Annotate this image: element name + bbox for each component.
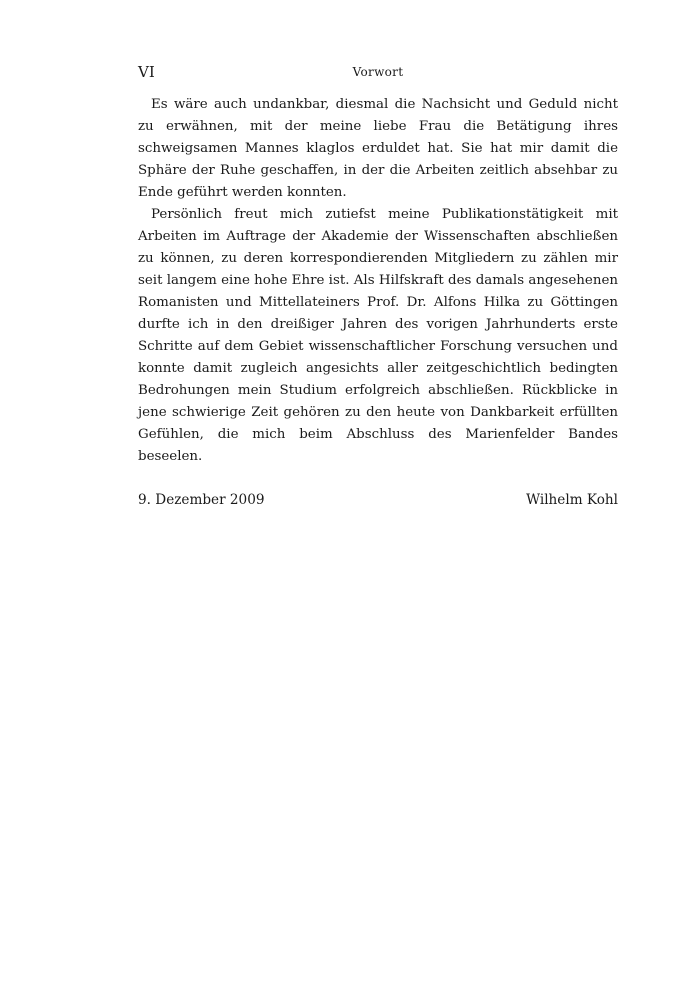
signature-date: 9. Dezember 2009 xyxy=(138,492,265,508)
book-page xyxy=(138,62,618,511)
signature-author: Wilhelm Kohl xyxy=(526,492,618,508)
body-text xyxy=(138,94,618,468)
section-title: Vorwort xyxy=(352,65,404,79)
paragraph-gratitude-wife: Es wäre auch undankbar, diesmal die Nachsicht und Geduld nicht zu erwähnen, mit der meine liebe Frau die Betätigung ihres schweigsamen Mannes klaglos erduldet hat. Sie hat mir damit die Sphäre der Ruhe geschaffen, in der die Arbeiten zeitlich absehbar zu Ende geführt werden konnten. xyxy=(138,97,618,200)
paragraph-academy-reflection: Persönlich freut mich zutiefst meine Publikationstätigkeit mit Arbeiten im Auftrage der Akademie der Wissenschaften abschließen zu können, zu deren korrespondierenden Mitgliedern zu zählen mir seit langem eine hohe Ehre ist. Als Hilfskraft des damals angesehenen Romanisten und Mittellateiners Prof. Dr. Alfons Hilka zu Göttingen durfte ich in den dreißiger Jahren des vorigen Jahrhunderts erste Schritte auf dem Gebiet wissenschaftlicher Forschung versuchen und konnte damit zugleich angesichts aller zeitgeschichtlich bedingten Bedrohungen mein Studium erfolgreich abschließen. Rückblicke in jene schwierige Zeit gehören zu den heute von Dankbarkeit erfüllten Gefühlen, die mich beim Abschluss des Marienfelder Bandes beseelen. xyxy=(138,207,618,464)
page-number: VI xyxy=(138,63,155,81)
running-head xyxy=(138,62,618,82)
signature-line xyxy=(138,489,618,511)
